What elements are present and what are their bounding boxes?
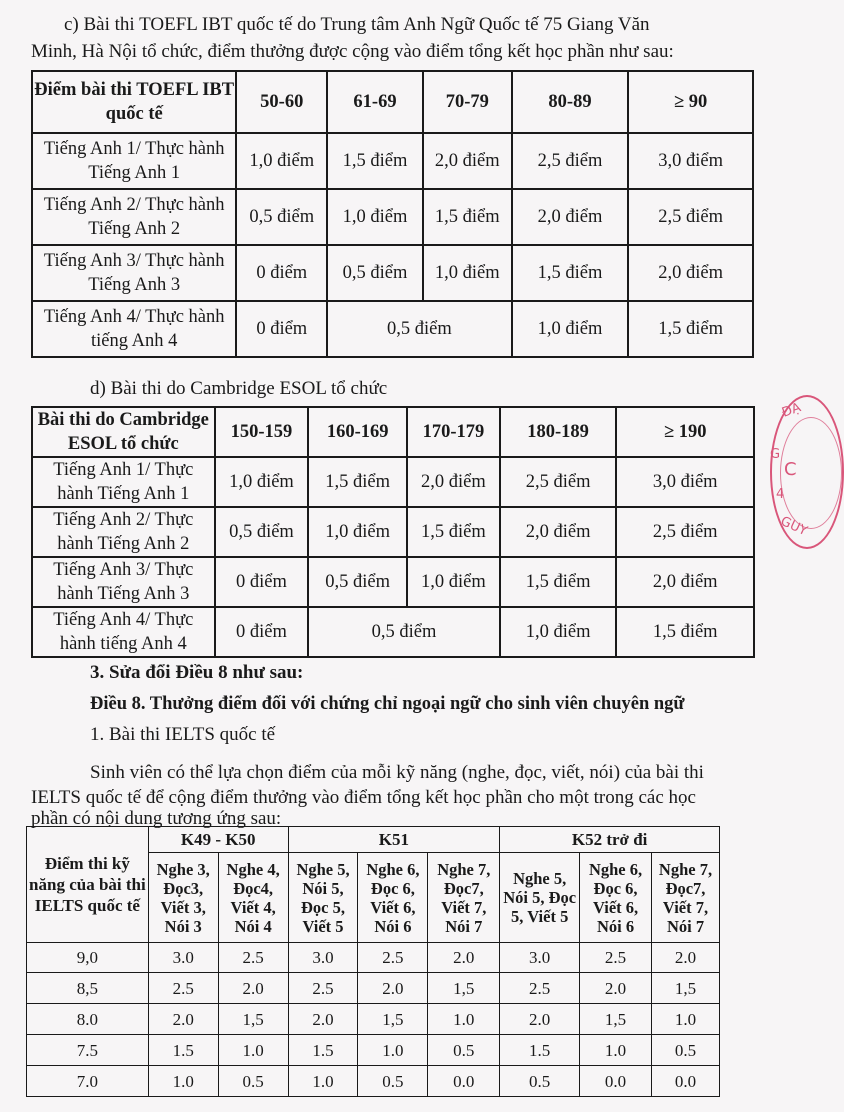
seal-letter: 4 [776, 487, 785, 502]
subject-cell: Tiếng Anh 2/ Thực hành Tiếng Anh 2 [32, 189, 236, 245]
bonus-cell: 2.0 [428, 943, 500, 973]
bonus-cell: 2.5 [580, 943, 652, 973]
table-row [32, 245, 753, 301]
bonus-cell: 1.0 [148, 1066, 218, 1097]
section-c-intro-line2: Minh, Hà Nội tổ chức, điểm thưởng được cộng vào điểm tổng kết học phần như sau: [31, 41, 674, 62]
seal-letter: ĐẠ [780, 400, 803, 421]
bonus-cell: 2.0 [148, 1004, 218, 1035]
score-cell: 1,0 điểm [423, 245, 512, 301]
score-cell: 1,0 điểm [308, 507, 407, 557]
toefl-header-band: 80-89 [512, 71, 629, 133]
seal-letter: GUY [778, 513, 810, 540]
score-cell: 0,5 điểm [308, 557, 407, 607]
subject-cell: Tiếng Anh 3/ Thực hành Tiếng Anh 3 [32, 557, 215, 607]
bonus-cell: 1.0 [218, 1035, 288, 1066]
score-cell: 0 điểm [236, 245, 327, 301]
bonus-cell: 2.0 [500, 1004, 580, 1035]
ielts-corner-header: Điểm thi kỹ năng của bài thi IELTS quốc tế [27, 827, 149, 943]
score-cell: 2,0 điểm [628, 245, 753, 301]
score-cell: 2,0 điểm [512, 189, 629, 245]
ielts-skill-header: Nghe 3, Đọc3, Viết 3, Nói 3 [148, 853, 218, 943]
ielts-score-cell: 7.5 [27, 1035, 149, 1066]
bonus-cell: 1.5 [500, 1035, 580, 1066]
bonus-cell: 0.0 [428, 1066, 500, 1097]
score-cell: 1,5 điểm [308, 457, 407, 507]
ielts-skill-header: Nghe 7, Đọc7, Viết 7, Nói 7 [652, 853, 720, 943]
official-seal [770, 395, 844, 549]
score-cell: 3,0 điểm [628, 133, 753, 189]
bonus-cell: 0.5 [218, 1066, 288, 1097]
subject-cell: Tiếng Anh 1/ Thực hành Tiếng Anh 1 [32, 133, 236, 189]
toefl-header-band: 70-79 [423, 71, 512, 133]
score-cell: 2,0 điểm [500, 507, 617, 557]
section-3-heading: 3. Sửa đổi Điều 8 như sau: [90, 662, 304, 683]
ielts-skill-header: Nghe 5, Nói 5, Đọc 5, Viết 5 [500, 853, 580, 943]
bonus-cell: 2.0 [580, 973, 652, 1004]
bonus-cell: 2.5 [500, 973, 580, 1004]
table-row [32, 301, 753, 357]
ielts-score-cell: 9,0 [27, 943, 149, 973]
score-cell: 1,0 điểm [512, 301, 629, 357]
score-cell: 2,0 điểm [423, 133, 512, 189]
bonus-cell: 2.0 [288, 1004, 358, 1035]
ielts-para-line2: IELTS quốc tế để cộng điểm thưởng vào điểm tổng kết học phần cho một trong các học [31, 787, 696, 808]
ielts-skill-header: Nghe 7, Đọc7, Viết 7, Nói 7 [428, 853, 500, 943]
bonus-cell: 1,5 [218, 1004, 288, 1035]
ielts-para-line3: phần có nội dung tương ứng sau: [31, 808, 282, 829]
score-cell: 2,0 điểm [407, 457, 500, 507]
bonus-cell: 2.5 [148, 973, 218, 1004]
ielts-table [26, 826, 720, 1097]
section-d-intro: d) Bài thi do Cambridge ESOL tổ chức [90, 378, 388, 399]
cambridge-header-band: 180-189 [500, 407, 617, 457]
table-row [27, 1066, 720, 1097]
bonus-cell: 0.0 [652, 1066, 720, 1097]
bonus-cell: 1.0 [288, 1066, 358, 1097]
score-cell: 0,5 điểm [308, 607, 499, 657]
article-8-heading: Điều 8. Thưởng điểm đối với chứng chỉ ngoại ngữ cho sinh viên chuyên ngữ [90, 694, 685, 714]
seal-letter: C [784, 459, 797, 480]
score-cell: 2,5 điểm [512, 133, 629, 189]
score-cell: 1,5 điểm [500, 557, 617, 607]
bonus-cell: 0.5 [652, 1035, 720, 1066]
ielts-group-header: K49 - K50 [148, 827, 288, 853]
cambridge-header-band: ≥ 190 [616, 407, 754, 457]
table-row [32, 557, 754, 607]
score-cell: 2,5 điểm [500, 457, 617, 507]
ielts-skill-header: Nghe 5, Nói 5, Đọc 5, Viết 5 [288, 853, 358, 943]
score-cell: 0,5 điểm [327, 301, 512, 357]
bonus-cell: 2.5 [358, 943, 428, 973]
bonus-cell: 0.0 [580, 1066, 652, 1097]
bonus-cell: 1.0 [580, 1035, 652, 1066]
ielts-group-header: K51 [288, 827, 500, 853]
score-cell: 1,0 điểm [236, 133, 327, 189]
bonus-cell: 1.5 [148, 1035, 218, 1066]
bonus-cell: 0.5 [500, 1066, 580, 1097]
bonus-cell: 2.5 [218, 943, 288, 973]
bonus-cell: 3.0 [500, 943, 580, 973]
score-cell: 1,0 điểm [327, 189, 423, 245]
subject-cell: Tiếng Anh 2/ Thực hành Tiếng Anh 2 [32, 507, 215, 557]
score-cell: 2,0 điểm [616, 557, 754, 607]
toefl-table [31, 70, 754, 358]
score-cell: 0,5 điểm [327, 245, 423, 301]
bonus-cell: 3.0 [288, 943, 358, 973]
bonus-cell: 3.0 [148, 943, 218, 973]
score-cell: 0 điểm [236, 301, 327, 357]
subject-cell: Tiếng Anh 1/ Thực hành Tiếng Anh 1 [32, 457, 215, 507]
bonus-cell: 1.0 [652, 1004, 720, 1035]
bonus-cell: 2.0 [358, 973, 428, 1004]
ielts-score-cell: 8,5 [27, 973, 149, 1004]
ielts-score-cell: 8.0 [27, 1004, 149, 1035]
bonus-cell: 1.5 [288, 1035, 358, 1066]
bonus-cell: 1,5 [428, 973, 500, 1004]
table-row [27, 1035, 720, 1066]
score-cell: 0 điểm [215, 557, 309, 607]
cambridge-header-band: 160-169 [308, 407, 407, 457]
score-cell: 1,0 điểm [500, 607, 617, 657]
ielts-skill-header: Nghe 6, Đọc 6, Viết 6, Nói 6 [580, 853, 652, 943]
score-cell: 1,5 điểm [512, 245, 629, 301]
table-row [27, 1004, 720, 1035]
bonus-cell: 0.5 [358, 1066, 428, 1097]
score-cell: 2,5 điểm [628, 189, 753, 245]
table-row [32, 607, 754, 657]
score-cell: 1,0 điểm [407, 557, 500, 607]
score-cell: 1,0 điểm [215, 457, 309, 507]
score-cell: 1,5 điểm [628, 301, 753, 357]
ielts-group-header: K52 trở đi [500, 827, 720, 853]
bonus-cell: 2.0 [652, 943, 720, 973]
bonus-cell: 2.0 [218, 973, 288, 1004]
bonus-cell: 0.5 [428, 1035, 500, 1066]
score-cell: 1,5 điểm [407, 507, 500, 557]
ielts-item-title: 1. Bài thi IELTS quốc tế [90, 724, 276, 745]
ielts-skill-header: Nghe 4, Đọc4, Viết 4, Nói 4 [218, 853, 288, 943]
ielts-score-cell: 7.0 [27, 1066, 149, 1097]
bonus-cell: 2.5 [288, 973, 358, 1004]
cambridge-header-band: 170-179 [407, 407, 500, 457]
score-cell: 3,0 điểm [616, 457, 754, 507]
table-row [27, 943, 720, 973]
table-row [27, 973, 720, 1004]
table-row [32, 457, 754, 507]
seal-letter: G [770, 447, 781, 462]
score-cell: 1,5 điểm [616, 607, 754, 657]
toefl-header-band: ≥ 90 [628, 71, 753, 133]
subject-cell: Tiếng Anh 4/ Thực hành tiếng Anh 4 [32, 607, 215, 657]
score-cell: 0 điểm [215, 607, 309, 657]
bonus-cell: 1,5 [358, 1004, 428, 1035]
subject-cell: Tiếng Anh 4/ Thực hành tiếng Anh 4 [32, 301, 236, 357]
cambridge-header-label: Bài thi do Cambridge ESOL tổ chức [32, 407, 215, 457]
score-cell: 0,5 điểm [236, 189, 327, 245]
table-row [32, 507, 754, 557]
score-cell: 0,5 điểm [215, 507, 309, 557]
score-cell: 1,5 điểm [423, 189, 512, 245]
score-cell: 1,5 điểm [327, 133, 423, 189]
bonus-cell: 1.0 [428, 1004, 500, 1035]
subject-cell: Tiếng Anh 3/ Thực hành Tiếng Anh 3 [32, 245, 236, 301]
bonus-cell: 1.0 [358, 1035, 428, 1066]
bonus-cell: 1,5 [580, 1004, 652, 1035]
ielts-para-line1: Sinh viên có thể lựa chọn điểm của mỗi kỹ năng (nghe, đọc, viết, nói) của bài thi [90, 762, 704, 783]
cambridge-header-band: 150-159 [215, 407, 309, 457]
bonus-cell: 1,5 [652, 973, 720, 1004]
score-cell: 2,5 điểm [616, 507, 754, 557]
ielts-skill-header: Nghe 6, Đọc 6, Viết 6, Nói 6 [358, 853, 428, 943]
toefl-header-label: Điểm bài thi TOEFL IBT quốc tế [32, 71, 236, 133]
toefl-header-band: 61-69 [327, 71, 423, 133]
cambridge-table [31, 406, 755, 658]
section-c-intro-line1: c) Bài thi TOEFL IBT quốc tế do Trung tâm Anh Ngữ Quốc tế 75 Giang Văn [64, 14, 650, 35]
toefl-header-band: 50-60 [236, 71, 327, 133]
table-row [32, 189, 753, 245]
table-row [32, 133, 753, 189]
